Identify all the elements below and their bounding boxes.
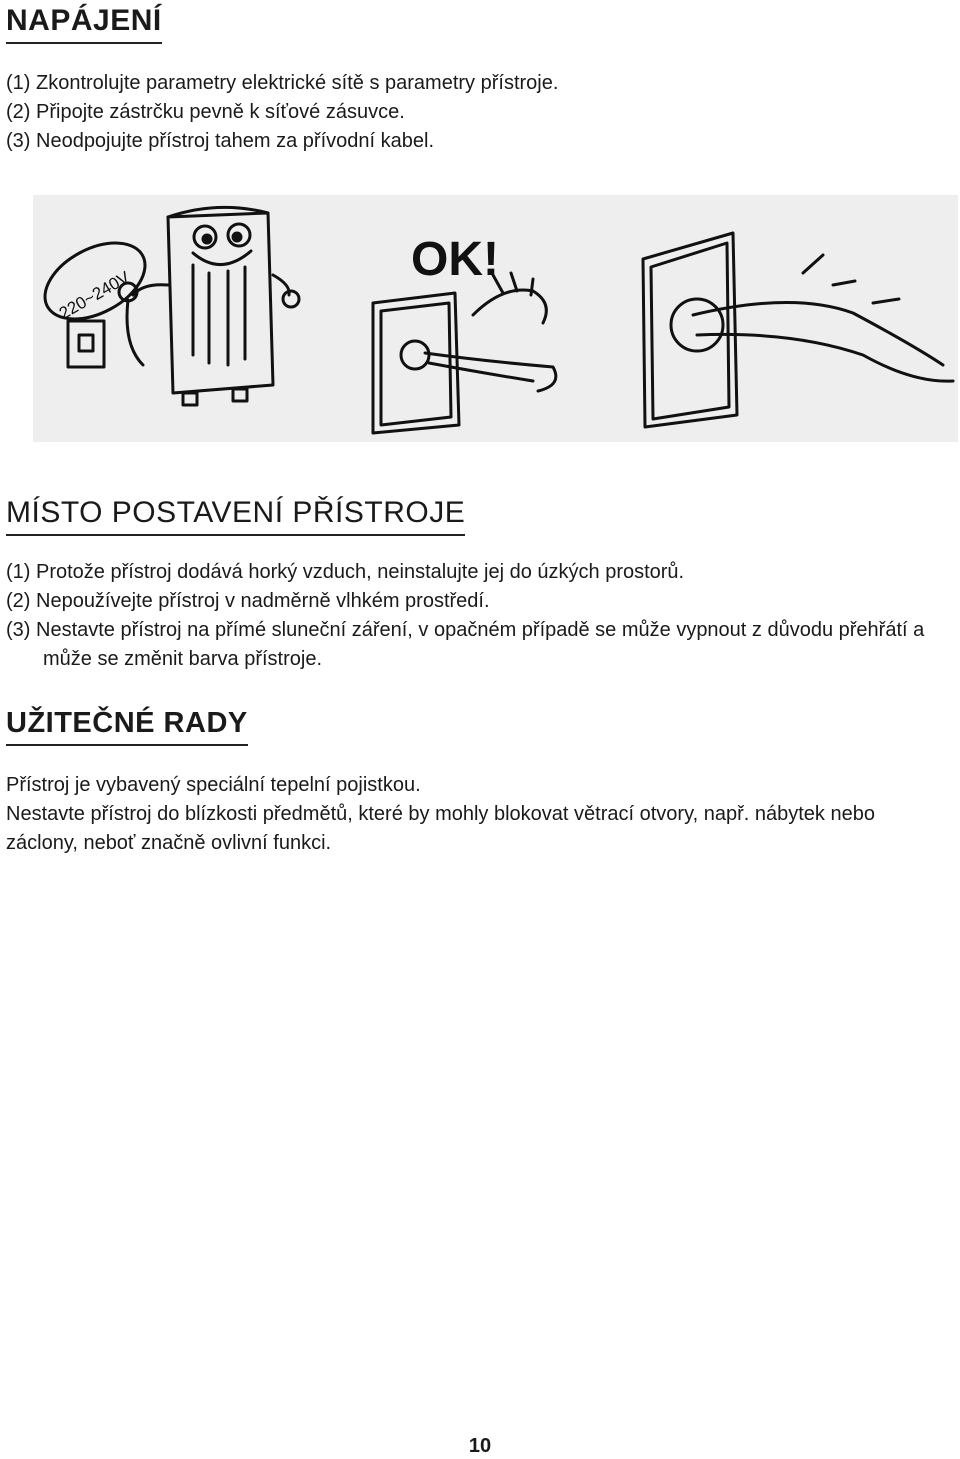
list-item: (1) Protože přístroj dodává horký vzduch, neinstalujte jej do úzkých prostorů. bbox=[6, 561, 685, 583]
heater-character-drawing bbox=[68, 207, 299, 405]
ok-socket-drawing bbox=[373, 233, 556, 433]
list-item: (2) Připojte zástrčku pevně k síťové zásuvce. bbox=[6, 101, 405, 123]
list-item: (2) Nepoužívejte přístroj v nadměrně vlhkém prostředí. bbox=[6, 590, 490, 612]
list-item: (1) Zkontrolujte parametry elektrické sítě s parametry přístroje. bbox=[6, 72, 559, 94]
tip-line: Přístroj je vybavený speciální tepelní pojistkou. bbox=[6, 774, 421, 796]
tips-text bbox=[6, 771, 936, 858]
tip-line: Nestavte přístroj do blízkosti předmětů, které by mohly blokovat větrací otvory, např. nábytek nebo záclony, neboť značně ovlivní funkci. bbox=[6, 803, 875, 854]
voltage-label: 220~240V bbox=[55, 267, 133, 324]
section-title-placement: MÍSTO POSTAVENÍ PŘÍSTROJE bbox=[6, 496, 465, 536]
page-number: 10 bbox=[468, 1435, 492, 1457]
ok-label: OK! bbox=[411, 233, 499, 286]
power-instructions bbox=[6, 69, 558, 156]
section-title-tips: UŽITEČNÉ RADY bbox=[6, 706, 248, 746]
pull-cord-drawing bbox=[643, 233, 953, 427]
list-item: (3) Nestavte přístroj na přímé sluneční záření, v opačném případě se může vypnout z důvodu přehřátí a může se změnit barva přístroje. bbox=[6, 619, 925, 670]
list-item: (3) Neodpojujte přístroj tahem za přívodní kabel. bbox=[6, 130, 434, 152]
placement-instructions bbox=[6, 558, 946, 674]
voltage-oval bbox=[33, 227, 158, 334]
power-illustration bbox=[33, 195, 958, 442]
section-title-power: NAPÁJENÍ bbox=[6, 4, 162, 44]
